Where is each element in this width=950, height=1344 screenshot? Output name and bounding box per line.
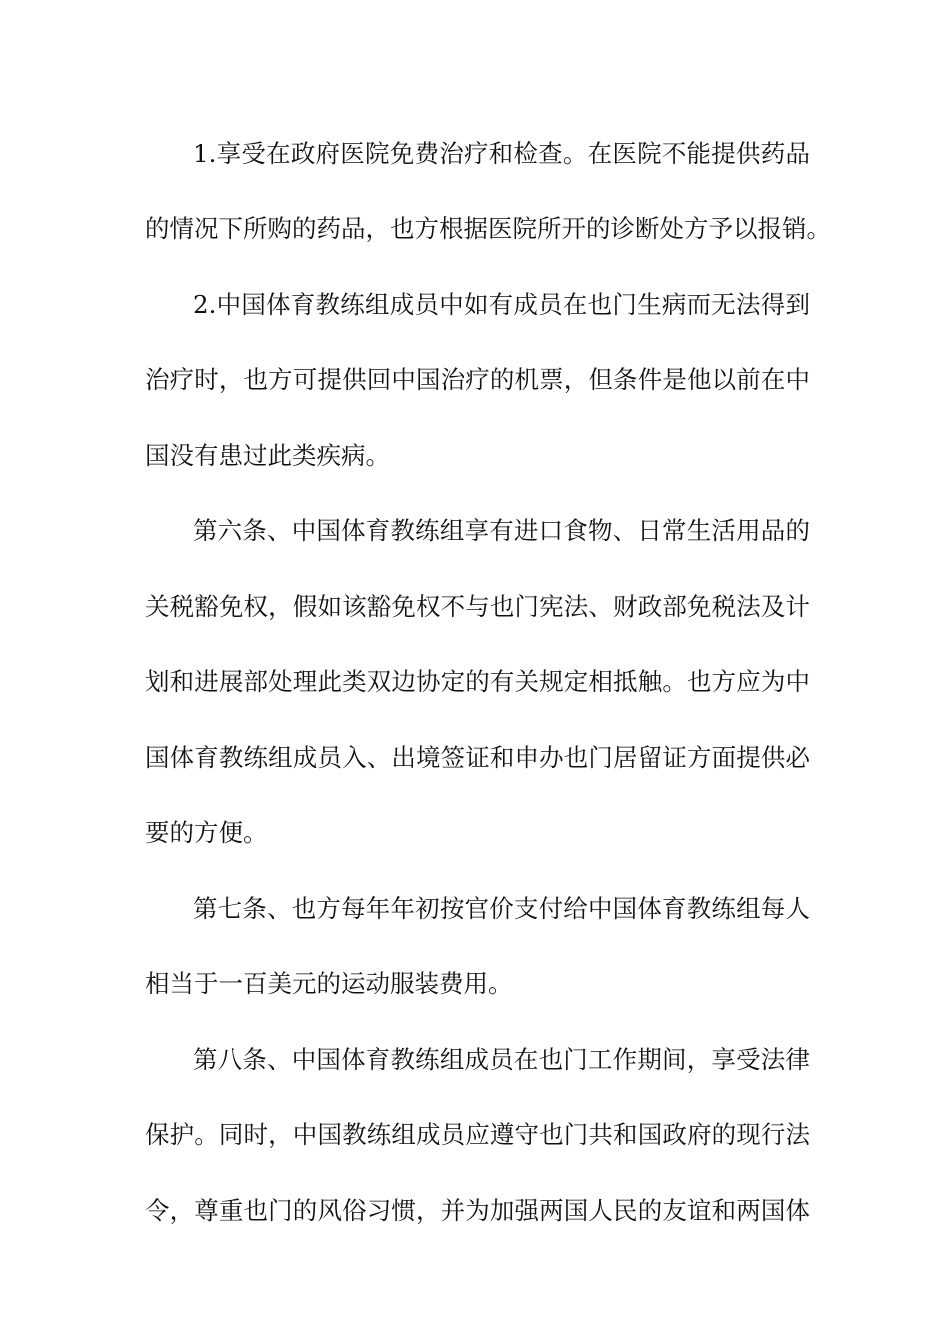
text-line: 第八条、中国体育教练组成员在也门工作期间，享受法律	[193, 1045, 810, 1074]
text-line: 要的方便。	[145, 818, 268, 847]
text-line: 国体育教练组成员入、出境签证和申办也门居留证方面提供必	[145, 743, 810, 772]
text-line: 治疗时，也方可提供回中国治疗的机票，但条件是他以前在中	[145, 365, 810, 394]
text-line: 第七条、也方每年年初按官价支付给中国体育教练组每人	[193, 894, 810, 923]
text-line: 令，尊重也门的风俗习惯，并为加强两国人民的友谊和两国体	[145, 1196, 810, 1225]
text-line: 划和进展部处理此类双边协定的有关规定相抵触。也方应为中	[145, 667, 810, 696]
text-line: 保护。同时，中国教练组成员应遵守也门共和国政府的现行法	[145, 1120, 810, 1149]
text-line: 的情况下所购的药品，也方根据医院所开的诊断处方予以报销。	[145, 214, 831, 243]
text-line: 1.享受在政府医院免费治疗和检查。在医院不能提供药品	[193, 139, 810, 168]
text-line: 相当于一百美元的运动服装费用。	[145, 969, 513, 998]
text-line: 国没有患过此类疾病。	[145, 441, 390, 470]
text-line: 2.中国体育教练组成员中如有成员在也门生病而无法得到	[193, 290, 810, 319]
text-line: 第六条、中国体育教练组享有进口食物、日常生活用品的	[193, 516, 810, 545]
text-line: 关税豁免权，假如该豁免权不与也门宪法、财政部免税法及计	[145, 592, 810, 621]
